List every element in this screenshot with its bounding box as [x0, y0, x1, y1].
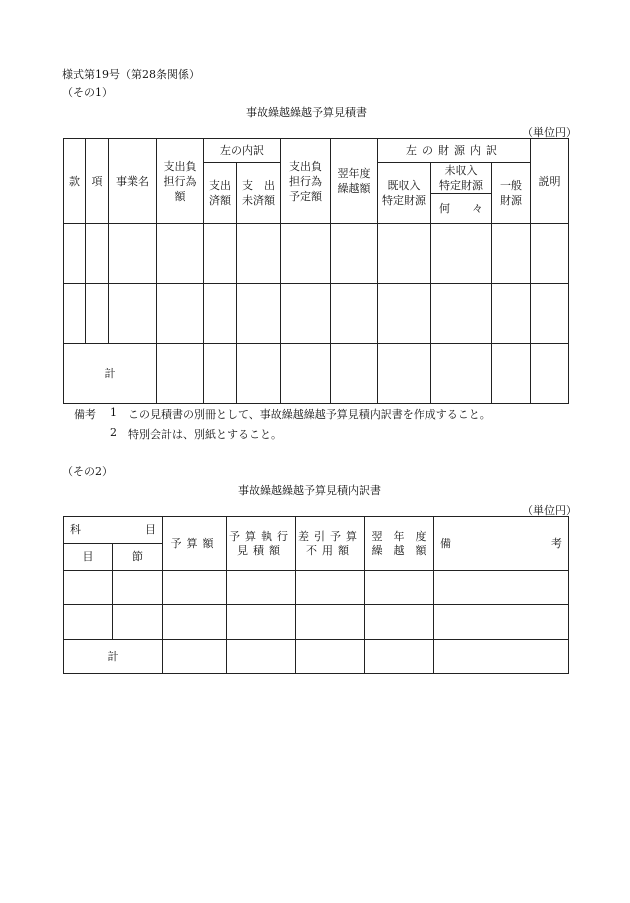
- header-yokunendo2: 翌 年 度 繰 越 額: [365, 517, 434, 571]
- table2-title: 事故繰越繰越予算見積内訳書: [238, 484, 381, 497]
- table1-unit: （単位円）: [522, 126, 577, 139]
- table-row: [64, 224, 569, 284]
- table1-title: 事故繰越繰越予算見積書: [246, 106, 367, 119]
- header-zaigen-uchiwake: 左の財源内訳: [378, 139, 531, 163]
- table-row: [64, 284, 569, 344]
- total-label: 計: [64, 344, 157, 404]
- total-row: [64, 640, 569, 674]
- part-1-label: （その1）: [62, 86, 113, 99]
- header-kan: 款: [64, 139, 86, 224]
- header-sabiki: 差引予算 不用額: [296, 517, 365, 571]
- header-biko-left: 備: [440, 536, 451, 550]
- table-row: [64, 571, 569, 605]
- header-kamoku: [64, 517, 163, 544]
- header-yosan-shikko: 予算執行 見積額: [227, 517, 296, 571]
- header-kou: 項: [86, 139, 109, 224]
- breakdown-table: [63, 516, 569, 674]
- header-biko-right: 考: [551, 536, 562, 550]
- total-row: [64, 344, 569, 404]
- estimate-table: [63, 138, 569, 404]
- remark-2-text: 特別会計は、別紙とすること。: [128, 428, 282, 441]
- part-2-label: （その2）: [62, 465, 113, 478]
- header-moku2: 目: [64, 544, 113, 571]
- header-shishutsu-futan: 支出負 担行為 額: [157, 139, 204, 224]
- table2-unit: （単位円）: [522, 504, 577, 517]
- header-biko: [434, 517, 569, 571]
- header-nani: 何 々: [431, 194, 492, 224]
- header-jigyo: 事業名: [109, 139, 157, 224]
- header-yokunendo: 翌年度 繰越額: [331, 139, 378, 224]
- header-shishutsu-yotei: 支出負 担行為 予定額: [281, 139, 331, 224]
- form-number: 様式第19号（第28条関係）: [62, 68, 200, 81]
- header-shishutsu-zumi: 支出 済額: [204, 163, 237, 224]
- remark-1-no: 1: [110, 406, 117, 419]
- table-row: [64, 605, 569, 640]
- header-mishishutsu: 支 出 未済額: [237, 163, 281, 224]
- header-ippan: 一般 財源: [492, 163, 531, 224]
- header-kishuunyu: 既収入 特定財源: [378, 163, 431, 224]
- header-ka: 科: [70, 523, 81, 536]
- total-label-2: 計: [64, 640, 163, 674]
- remarks-label: 備考: [74, 408, 96, 421]
- header-moku: 目: [145, 523, 156, 536]
- header-hidari-uchiwake: 左の内訳: [204, 139, 281, 163]
- header-mishuunyu: 未収入 特定財源: [431, 163, 492, 194]
- header-setsu: 節: [113, 544, 163, 571]
- remark-2-no: 2: [110, 426, 117, 439]
- remark-1-text: この見積書の別冊として、事故繰越繰越予算見積内訳書を作成すること。: [128, 408, 491, 421]
- header-yosangaku: 予算額: [163, 517, 227, 571]
- header-setsumei: 説明: [531, 139, 569, 224]
